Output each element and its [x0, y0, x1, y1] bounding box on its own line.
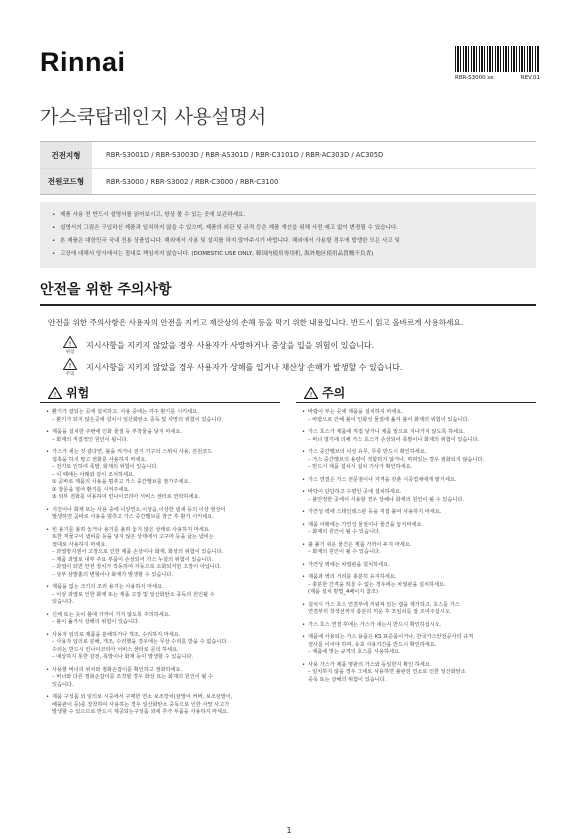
list-item: • 제품을 설치한 주변에 인화 물질 등 부착물을 닿지 마세요. – 화재의 직접적인 원인이 됩니다. — [46, 429, 280, 444]
list-item: • 가스 연결은 가스 전문점이나 자격을 갖춘 시공업체에게 맡기세요. — [302, 477, 536, 485]
notice-box — [40, 202, 536, 268]
list-item: • 사용자 임의로 제품을 분해하거나 개조, 수리하지 마세요. – 사용자 임의로 분해, 개조, 수리했을 경우에는 무상 수리를 받을 수 없습니다. 수리는 반드시 린나이코리아 서비스 센터로 문의 하세요. – 예상하지 못한 감전, 폭발이나 화재 등이 발생할 수 있습니다. — [46, 632, 280, 662]
rinnai-logo: Rinnai — [40, 47, 126, 77]
model-row-cord — [40, 168, 536, 194]
list-item: • 바람이 부는 곳에 제품을 설치하지 마세요. – 바람으로 인해 불이 인화성 물질에 옮겨 붙어 화재의 위험이 있습니다. — [302, 409, 536, 424]
model-table — [40, 141, 536, 195]
warning-triangle-icon — [48, 387, 62, 399]
warning-triangle-icon — [62, 358, 78, 377]
caution-header — [296, 383, 536, 403]
signal-label: 위험 — [65, 350, 75, 355]
signal-label: 주의 — [65, 372, 75, 377]
danger-list — [40, 409, 280, 717]
caution-title: 주의 — [322, 386, 346, 400]
model-row-battery — [40, 142, 536, 168]
notice-item-continued: • 고장에 대해서 당사에서는 절대로 책임지지 않습니다. (DOMESTIC USE ONLY, 韓国内使用専用机, 海外地区使用品質概不負責) — [52, 248, 524, 261]
list-item: • 신체 또는 옷이 불에 가까이 가지 않도록 주의하세요. – 불이 옮겨서 상해의 위험이 있습니다. — [46, 612, 280, 627]
barcode — [455, 46, 540, 72]
barcode-caption — [455, 75, 540, 81]
danger-header — [40, 383, 280, 403]
svg-text:!: ! — [68, 340, 72, 348]
list-item: • 사용 가스가 제품 명판의 가스와 동일한지 확인 하세요. – 일치하지 않을 경우 그대로 사용하면 불완전 연소로 인한 일산화탄소 중독 또는 상해의 위험이 있습니다. — [302, 662, 536, 685]
caution-list — [296, 409, 536, 684]
list-item: • 가연성 벽에 스테인레스판 등을 직접 붙여 사용하지 마세요. — [302, 509, 536, 517]
svg-text:!: ! — [53, 390, 57, 399]
list-item: • 제품 아래에는 가연성 물질이나 물건을 놓지마세요. – 화재의 원인이 될 수 있습니다. — [302, 522, 536, 537]
svg-text:!: ! — [68, 362, 72, 370]
list-item: • 제품 구성품 외 임의로 시중에서 구매한 연소 보조장치(삼발이 커버, 보조삼발이, 배플판이 등)를 장착하여 사용하는 경우 일산화탄소 중독으로 인한 사망 사고가 발생할 수 있으므로 반드시 제공되는구성품 외에 추가 부품을 사용하지 마세요. — [46, 694, 280, 717]
list-item: • 가스 중간밸브의 이상 유무, 무류 반드시 확인하세요. – 가스 중간밸브의 용량이 적합하지 않거나, 막혀있는 경우 점화되지 않습니다. – 반드시 제품 설치시 설치 기사가 확인하세요. — [302, 449, 536, 472]
model-label: 건전지형 — [40, 142, 92, 168]
svg-text:!: ! — [309, 390, 313, 399]
notice-item: • 설명서의 그림은 구입하신 제품과 일치하지 않을 수 있으며, 제품의 외관 및 규격 등은 제품 개선을 위해 사전 예고 없이 변경될 수 있습니다. — [52, 222, 524, 235]
list-item: • 제품을 없는 크기의 조리 용기는 사용하지 마세요. – 이상 과열로 인한 화재 또는 제품 고장 및 일산화탄소 중독의 원인될 수 있습니다. — [46, 584, 280, 607]
revision: REV.01 — [520, 75, 540, 81]
list-item: • 지진이나 화재 또는 사용 중에 이상연소,이상음,이상한 냄새 등의 이상 현상이 발생하면 곧바로 사용을 멈추고 가스 중간밸브를 잠근 후 환기 시키세요. — [46, 507, 280, 522]
notice-item: • 제품 사용 전 반드시 설명서를 읽어보시고, 항상 볼 수 있는 곳에 보관하세요. — [52, 209, 524, 222]
caution-column — [296, 383, 536, 689]
list-item: • 바닥이 단단하고 수평인 곳에 설치하세요. – 불안정한 곳에서 사용할 경우 상해나 화재의 원인이 될 수 있습니다. — [302, 489, 536, 504]
list-item: • 빈 용기를 올려 놓거나 용기를 올려 놓지 않은 상태로 사용하지 마세요. 또한 직물구이 냄비를 등을 넣지 않은 상태에서 고구마 등을 굽는 냄비는 절대로 사용하지 마세요. – 과열방지센서 고장으로 인한 제품 손상이나 화재, 화상의 위험이 있습니다. – 제품 과열로 내부 주요 부품이 손상되어 가스 누설의 위험이 있습니다. – 과열이 되면 안전 장치가 작동하여 자동으로 소화되지만 고장이 아닙니다. – 상부 삼발홈의 변형이나 화재가 발생할 수 있습니다. — [46, 527, 280, 580]
list-item: • 가스 호스 연결 후에는 가스가 새는지 반드시 확인하십시오. — [302, 622, 536, 630]
signal-text: 지시사항을 지키지 않았을 경우 사용자가 상해를 입거나 재산상 손해가 발생할 수 있습니다. — [86, 363, 403, 372]
notice-item: • 본 제품은 대한민국 국내 전용 상품입니다. 해외에서 사용 및 설치를 하지 말아주시기 바랍니다. 해외에서 사용할 경우에 발생한 모든 사고 및 — [52, 235, 524, 248]
list-item: • 설치시 가스 호스 연결부에 끼워져 있는 캡을 제거하고, 호스를 가스 연결부의 착색선까지 충분히 끼운 후 조임쇠를 잘 조여주십시오. — [302, 602, 536, 617]
list-item: • 가스가 새는 것 같다면, 불을 켜거나 전기 기구의 스위치 사용, 전원코드 접촉을 하지 말고 전화를 사용하지 마세요. – 전기로 인하여 폭발, 화재의 위험이 있습니다. – 이 때에는 아래와 같이 조치하세요. ① 곧바로 제품의 사용을 멈추고 가스 중간밸브를 잠가주세요. ② 창문을 열어 환기를 시켜주세요. ③ 외부 전화를 이용하여 린나이코리아 서비스 센터로 연락하세요. — [46, 449, 280, 502]
list-item: • 가연성 벽에는 차열판을 설치하세요. — [302, 562, 536, 570]
document-code: RBR-S3000 se — [455, 75, 494, 81]
list-item: • 사용할 버너의 위치와 점화손잡이를 확인하고 점화하세요. – 버너와 다른 점화손잡이를 조작할 경우 화상 또는 화재의 원인이 될 수 있습니다. — [46, 667, 280, 690]
document-title: 가스쿡탑레인지 사용설명서 — [40, 106, 267, 128]
model-value: RBR-S3001D / RBR-S3003D / RBR-AS301D / RBR-C3101D / RBR-AC303D / AC305D — [106, 151, 384, 159]
page-number: 1 — [286, 826, 292, 835]
warning-triangle-icon — [62, 336, 78, 355]
safety-heading: 안전을 위한 주의사항 — [40, 282, 172, 298]
list-item: • 불 붙기 쉬운 물건은 제품 가까이 두지 마세요. – 화재의 원인이 될 수 있습니다. — [302, 542, 536, 557]
model-value: RBR-S3000 / RBR-S3002 / RBR-C3000 / RBR-C3100 — [106, 177, 279, 186]
danger-column — [40, 383, 280, 722]
signal-danger — [62, 336, 374, 355]
model-label: 전원코드형 — [40, 169, 92, 194]
signal-caution — [62, 358, 402, 377]
danger-title: 위험 — [66, 386, 90, 400]
signal-text: 지시사항을 지키지 않았을 경우 사용자가 사망하거나 중상을 입을 위험이 있습니다. — [86, 341, 375, 350]
list-item: • 제품과 벽의 거리를 충분히 유지하세요. – 충분한 간격을 띄울 수 없는 경우에는 차열판을 설치하세요. (제품 설치 방법_4페이지 참조) — [302, 574, 536, 597]
safety-intro: 안전을 위한 주의사항은 사용자의 안전을 지키고 재산상의 손해 등을 막기 위한 내용입니다. 반드시 읽고 올바르게 사용하세요. — [48, 318, 464, 327]
heading-divider — [40, 304, 536, 306]
warning-triangle-icon — [304, 387, 318, 399]
list-item: • 환기가 잘되는 곳에 설치하고, 사용 중에는 자주 환기를 시키세요. – 환기가 되지 않은곳에 설치시 일산화탄소 중독 및 사망의 위험이 있습니다. — [46, 409, 280, 424]
list-item: • 제품에 사용되는 가스 용품은 KS 표준품이거나, 한국가스안전공사의 규격 검사를 이어야 하며, 유효 사용기간을 반드시 확인하세요. – 제품에 맞는 규격의 호스를 사용하세요. — [302, 634, 536, 657]
list-item: • 가스 호스가 제품에 직접 닿거나 제품 밑으로 지나가지 않도록 하세요. – 버너 열기에 의해 가스 호스가 손상되어 폭발이나 화재의 위험이 있습니다. — [302, 429, 536, 444]
